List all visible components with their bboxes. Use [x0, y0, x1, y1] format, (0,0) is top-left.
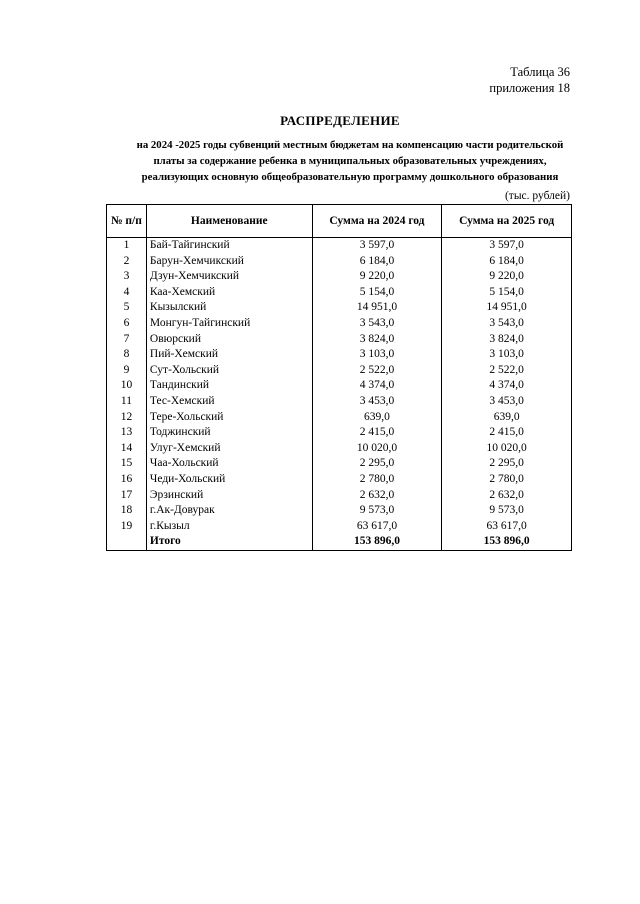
row-sum-2024: 14 951,0 [312, 300, 442, 316]
table-row [107, 347, 572, 363]
total-number [107, 534, 147, 550]
row-name: Тоджинский [146, 425, 312, 441]
table-body [107, 238, 572, 551]
table-row [107, 285, 572, 301]
table-reference [489, 64, 570, 96]
row-sum-2025: 4 374,0 [442, 378, 572, 394]
total-label: Итого [146, 534, 312, 550]
row-sum-2024: 2 295,0 [312, 456, 442, 472]
row-name: Овюрский [146, 332, 312, 348]
row-sum-2025: 14 951,0 [442, 300, 572, 316]
row-name: Тере-Хольский [146, 410, 312, 426]
row-number: 2 [107, 254, 147, 270]
row-name: Улуг-Хемский [146, 441, 312, 457]
table-row [107, 378, 572, 394]
row-sum-2024: 2 780,0 [312, 472, 442, 488]
row-sum-2024: 3 597,0 [312, 238, 442, 254]
row-number: 7 [107, 332, 147, 348]
row-sum-2024: 2 522,0 [312, 363, 442, 379]
row-sum-2025: 3 543,0 [442, 316, 572, 332]
table-total-row [107, 534, 572, 550]
table-row [107, 332, 572, 348]
row-number: 3 [107, 269, 147, 285]
row-sum-2024: 10 020,0 [312, 441, 442, 457]
row-number: 13 [107, 425, 147, 441]
row-sum-2024: 3 103,0 [312, 347, 442, 363]
row-name: Бай-Тайгинский [146, 238, 312, 254]
row-number: 17 [107, 488, 147, 504]
total-sum-2025: 153 896,0 [442, 534, 572, 550]
table-row [107, 488, 572, 504]
table-row [107, 394, 572, 410]
row-name: Чаа-Хольский [146, 456, 312, 472]
table-row [107, 441, 572, 457]
row-name: Кызылский [146, 300, 312, 316]
row-name: Каа-Хемский [146, 285, 312, 301]
row-sum-2024: 4 374,0 [312, 378, 442, 394]
row-sum-2025: 2 295,0 [442, 456, 572, 472]
row-sum-2024: 5 154,0 [312, 285, 442, 301]
table-row [107, 300, 572, 316]
header-name: Наименование [146, 205, 312, 238]
row-name: г.Кызыл [146, 519, 312, 535]
header-sum-2024: Сумма на 2024 год [312, 205, 442, 238]
table-row [107, 410, 572, 426]
header-sum-2025: Сумма на 2025 год [442, 205, 572, 238]
row-sum-2025: 5 154,0 [442, 285, 572, 301]
row-number: 9 [107, 363, 147, 379]
row-number: 15 [107, 456, 147, 472]
row-number: 11 [107, 394, 147, 410]
row-sum-2025: 2 522,0 [442, 363, 572, 379]
row-sum-2025: 2 632,0 [442, 488, 572, 504]
row-sum-2024: 2 415,0 [312, 425, 442, 441]
row-name: Эрзинский [146, 488, 312, 504]
subtitle-line-2: платы за содержание ребенка в муниципальных образовательных учреждениях, [153, 155, 547, 167]
row-name: Тес-Хемский [146, 394, 312, 410]
table-row [107, 238, 572, 254]
unit-note: (тыс. рублей) [504, 190, 570, 202]
row-sum-2024: 9 573,0 [312, 503, 442, 519]
row-sum-2024: 9 220,0 [312, 269, 442, 285]
row-sum-2025: 639,0 [442, 410, 572, 426]
row-number: 6 [107, 316, 147, 332]
row-name: Пий-Хемский [146, 347, 312, 363]
row-sum-2025: 9 220,0 [442, 269, 572, 285]
row-sum-2024: 63 617,0 [312, 519, 442, 535]
row-number: 16 [107, 472, 147, 488]
row-sum-2024: 2 632,0 [312, 488, 442, 504]
table-row [107, 519, 572, 535]
table-row [107, 503, 572, 519]
table-header-row [107, 205, 572, 238]
row-number: 10 [107, 378, 147, 394]
row-name: Дзун-Хемчикский [146, 269, 312, 285]
row-sum-2025: 9 573,0 [442, 503, 572, 519]
table-row [107, 316, 572, 332]
row-sum-2025: 3 453,0 [442, 394, 572, 410]
document-subtitle [100, 137, 600, 185]
table-row [107, 269, 572, 285]
row-number: 12 [107, 410, 147, 426]
row-name: Сут-Хольский [146, 363, 312, 379]
table-row [107, 472, 572, 488]
table-row [107, 254, 572, 270]
table-row [107, 456, 572, 472]
reference-line-2: приложения 18 [489, 81, 570, 95]
table-row [107, 425, 572, 441]
subtitle-line-3: реализующих основную общеобразовательную программу дошкольного образования [141, 171, 559, 183]
subtitle-line-1: на 2024 -2025 годы субвенций местным бюджетам на компенсацию части родительской [136, 139, 564, 151]
row-name: Барун-Хемчикский [146, 254, 312, 270]
row-name: Чеди-Хольский [146, 472, 312, 488]
row-sum-2025: 2 415,0 [442, 425, 572, 441]
row-name: Тандинский [146, 378, 312, 394]
row-sum-2024: 3 453,0 [312, 394, 442, 410]
row-sum-2024: 6 184,0 [312, 254, 442, 270]
row-number: 4 [107, 285, 147, 301]
row-number: 18 [107, 503, 147, 519]
row-sum-2025: 6 184,0 [442, 254, 572, 270]
table-row [107, 363, 572, 379]
row-name: Монгун-Тайгинский [146, 316, 312, 332]
header-number: № п/п [107, 205, 147, 238]
row-sum-2025: 10 020,0 [442, 441, 572, 457]
row-number: 1 [107, 238, 147, 254]
document-heading: РАСПРЕДЕЛЕНИЕ [280, 113, 400, 128]
row-sum-2025: 2 780,0 [442, 472, 572, 488]
distribution-table [106, 204, 572, 551]
row-name: г.Ак-Довурак [146, 503, 312, 519]
row-sum-2025: 63 617,0 [442, 519, 572, 535]
row-number: 19 [107, 519, 147, 535]
reference-line-1: Таблица 36 [510, 65, 570, 79]
total-sum-2024: 153 896,0 [312, 534, 442, 550]
row-sum-2025: 3 824,0 [442, 332, 572, 348]
row-sum-2025: 3 597,0 [442, 238, 572, 254]
row-sum-2025: 3 103,0 [442, 347, 572, 363]
row-number: 14 [107, 441, 147, 457]
row-sum-2024: 3 543,0 [312, 316, 442, 332]
row-number: 5 [107, 300, 147, 316]
row-sum-2024: 639,0 [312, 410, 442, 426]
row-sum-2024: 3 824,0 [312, 332, 442, 348]
row-number: 8 [107, 347, 147, 363]
